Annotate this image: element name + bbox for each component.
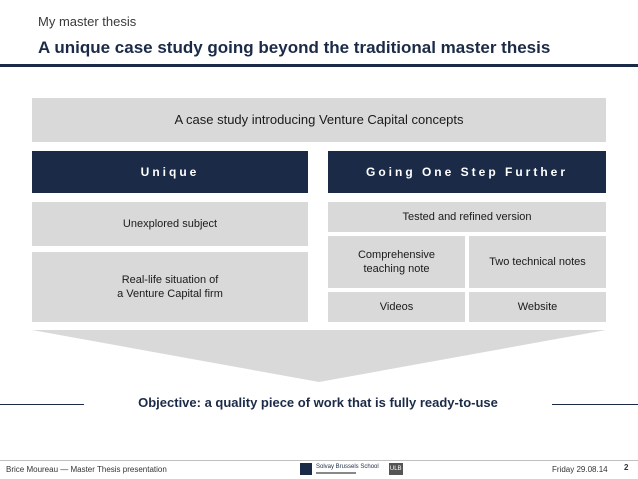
page-number: 2 xyxy=(624,463,629,472)
tested-refined-item: Tested and refined version xyxy=(328,202,606,232)
ulb-badge: ULB xyxy=(389,463,403,475)
school-logo-subline xyxy=(316,472,356,474)
school-logo-text: Solvay Brussels School xyxy=(316,464,379,470)
school-logo xyxy=(300,463,403,475)
footer-presenter: Brice Moureau — Master Thesis presentation xyxy=(6,465,167,474)
unique-item-unexplored: Unexplored subject xyxy=(32,202,308,246)
school-emblem-icon xyxy=(300,463,312,475)
footer-divider xyxy=(0,460,638,461)
technical-notes-item: Two technical notes xyxy=(469,236,606,288)
section-label: My master thesis xyxy=(38,14,137,29)
objective-rule-right xyxy=(552,404,638,405)
unique-heading: Unique xyxy=(32,151,308,193)
footer-date: Friday 29.08.14 xyxy=(552,465,608,474)
objective-statement: Objective: a quality piece of work that is fully ready-to-use xyxy=(84,395,552,410)
funnel-arrow xyxy=(32,330,606,382)
title-divider xyxy=(0,64,638,67)
unique-item-real-life: Real-life situation of a Venture Capital firm xyxy=(32,252,308,322)
videos-item: Videos xyxy=(328,292,465,322)
teaching-note-item: Comprehensive teaching note xyxy=(328,236,465,288)
slide-title: A unique case study going beyond the traditional master thesis xyxy=(38,38,551,57)
intro-banner: A case study introducing Venture Capital concepts xyxy=(32,98,606,142)
objective-rule-left xyxy=(0,404,84,405)
website-item: Website xyxy=(469,292,606,322)
going-further-heading: Going One Step Further xyxy=(328,151,606,193)
